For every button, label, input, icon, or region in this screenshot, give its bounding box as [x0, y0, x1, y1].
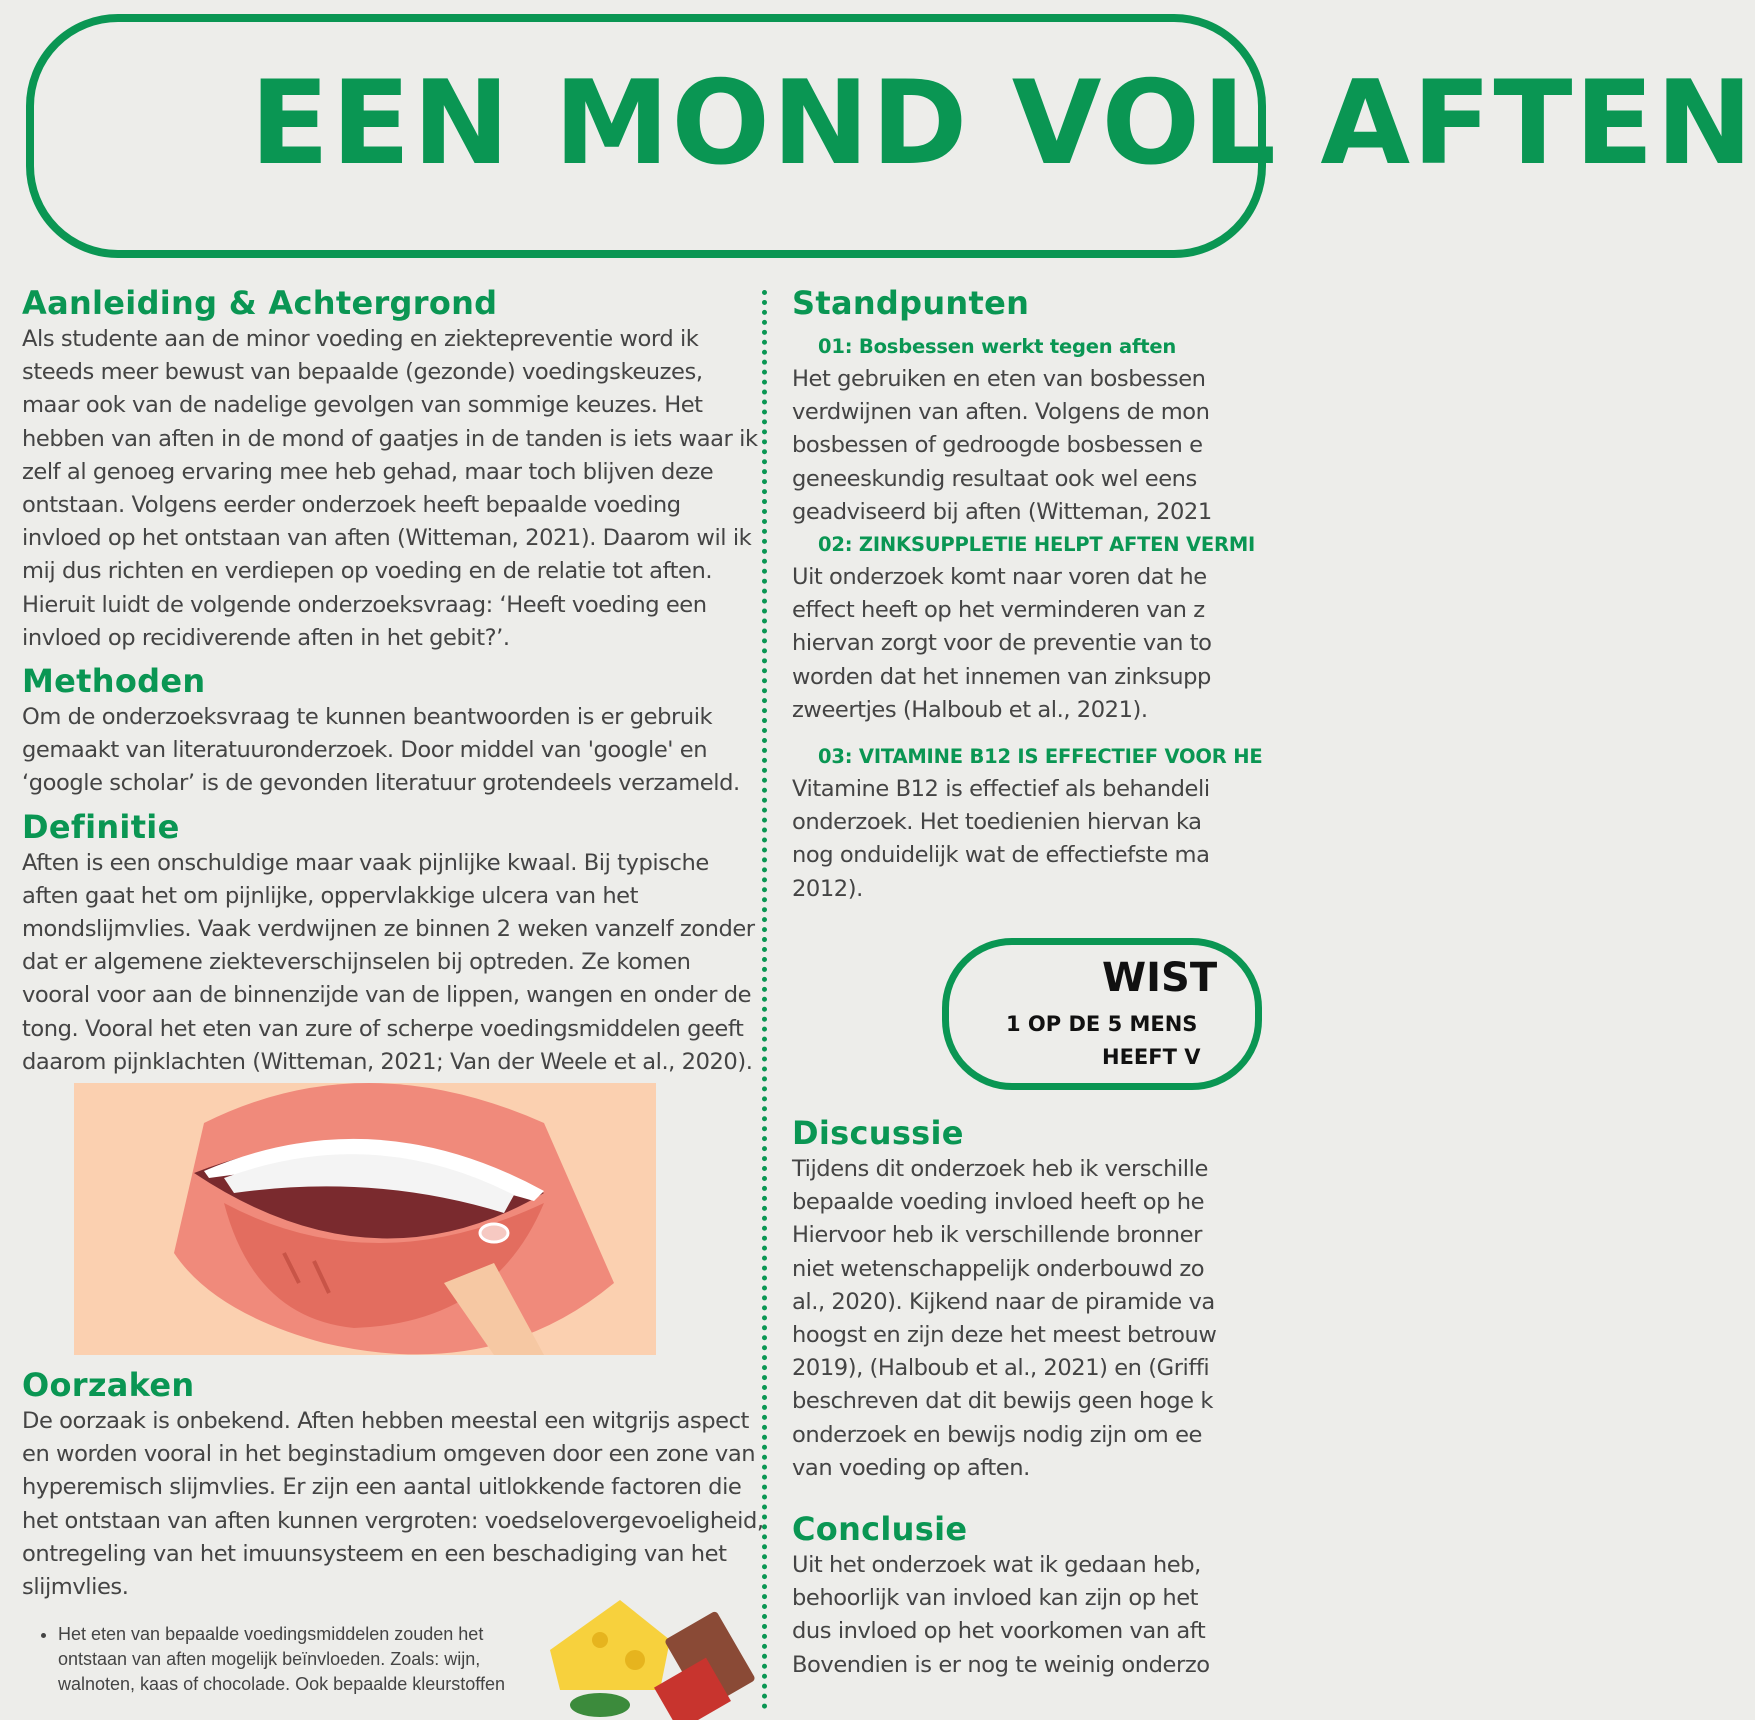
section-definitie [22, 807, 755, 1079]
heading-aanleiding: Aanleiding & Achtergrond [22, 284, 498, 322]
food-illustration [540, 1580, 770, 1720]
heading-definitie: Definitie [22, 807, 180, 846]
methoden-text: Om de onderzoeksvraag te kunnen beantwoorden is er gebruik gemaakt van literatuuronderzoek. Door middel van 'google' en ‘google scholar’ is de gevonden literatuur grotendeels verzameld. [22, 704, 740, 797]
conclusie-text: Uit het onderzoek wat ik gedaan heb, behoorlijk van invloed kan zijn op het dus invloed op het voorkomen van aft Bovendien is er nog te weinig onderzo [792, 1552, 1210, 1678]
heading-conclusie: Conclusie [792, 1510, 968, 1549]
heading-methoden: Methoden [22, 662, 206, 701]
definitie-text: Aften is een onschuldige maar vaak pijnlijke kwaal. Bij typische aften gaat het om pijnlijke, oppervlakkige ulcera van het mondslijmvlies. Vaak verdwijnen ze binnen 2 weken vanzelf zonder dat er algemene ziekteverschijnselen bij optreden. Ze komen vooral voor aan de binnenzijde van de lippen, wangen en onder de tong. Vooral het eten van zure of scherpe voedingsmiddelen geeft daarom pijnklachten (Witteman, 2021; Van der Weele et al., 2020). [22, 849, 755, 1075]
left-column [22, 283, 764, 1697]
standpunt-1-text: Het gebruiken en eten van bosbessen verdwijnen van aften. Volgens de mon bosbessen of gedroogde bosbessen e geneeskundig resultaat ook wel eens geadviseerd bij aften (Witteman, 2021 [792, 366, 1212, 525]
standpunt-2-text: Uit onderzoek komt naar voren dat he effect heeft op het verminderen van z hiervan zorgt voor de preventie van to worden dat het innemen van zinksupp zweertjes (Halboub et al., 2021). [792, 564, 1212, 723]
wist-line-2: HEEFT V [1102, 1045, 1201, 1069]
aanleiding-text: Als studente aan de minor voeding en ziektepreventie word ik steeds meer bewust van bepaalde (gezonde) voedingskeuzes, maar ook van de nadelige gevolgen van sommige keuzes. Het hebben van aften in de mond of gaatjes in de tanden is iets waar ik zelf al genoeg ervaring mee heb gehad, maar toch blijven deze ontstaan. Volgens eerder onderzoek heeft bepaalde voeding invloed op het ontstaan van aften (Witteman, 2021). Daarom wil ik mij dus richten en verdiepen op voeding en de relatie tot aften. Hieruit luidt de volgende onderzoeksvraag: ‘Heeft voeding een invloed op recidiverende aften in het gebit?’. [22, 326, 758, 651]
oorzaken-text: De oorzaak is onbekend. Aften hebben meestal een witgrijs aspect en worden vooral in het beginstadium omgeven door een zone van hyperemisch slijmvlies. Er zijn een aantal uitlokkende factoren die het ontstaan van aften kunnen vergroten: voedselovergevoeligheid, ontregeling van het imuunsysteem en een beschadiging van het slijmvlies. [22, 1408, 764, 1601]
section-standpunten [792, 283, 1263, 906]
section-discussie [792, 1113, 1252, 1485]
heading-standpunten: Standpunten [792, 284, 1030, 322]
section-methoden [22, 661, 752, 801]
mouth-illustration [74, 1083, 656, 1355]
oorzaken-bullets [22, 1622, 538, 1697]
section-conclusie [792, 1509, 1252, 1682]
heading-discussie: Discussie [792, 1114, 964, 1152]
right-column [792, 283, 1263, 906]
wist-line-1: 1 OP DE 5 MENS [1006, 1012, 1198, 1036]
bullet-item: • Het eten van bepaalde voedingsmiddelen zouden het ontstaan van aften mogelijk beïnvloeden. Zoals: wijn, walnoten, kaas of chocolade. Ook bepaalde kleurstoffen [58, 1622, 538, 1697]
wist-title: WIST [1102, 955, 1218, 1001]
standpunt-3-text: Vitamine B12 is effectief als behandeli onderzoek. Het toedienien hiervan ka nog onduidelijk wat de effectiefste ma 2012). [792, 776, 1210, 902]
standpunt-1-title: 01: Bosbessen werkt tegen aften [818, 335, 1177, 358]
standpunt-2-title: 02: ZINKSUPPLETIE HELPT AFTEN VERMI [818, 533, 1256, 557]
right-column-lower [792, 1113, 1252, 1682]
discussie-text: Tijdens dit onderzoek heb ik verschille bepaalde voeding invloed heeft op he Hiervoor heb ik verschillende bronner niet wetenschappelijk onderbouwd zo al., 2020). Kijkend naar de piramide va hoogst en zijn deze het meest betrouw 2019), (Halboub et al., 2021) en (Griffi beschreven dat dit bewijs geen hoge k onderzoek en bewijs nodig zijn om ee van voeding op aften. [792, 1156, 1217, 1481]
standpunt-3-title: 03: VITAMINE B12 IS EFFECTIEF VOOR HE [818, 745, 1263, 769]
heading-oorzaken: Oorzaken [22, 1366, 195, 1405]
poster-title: EEN MOND VOL AFTEN [250, 56, 1755, 191]
section-aanleiding [22, 283, 758, 655]
column-divider [762, 290, 767, 1710]
